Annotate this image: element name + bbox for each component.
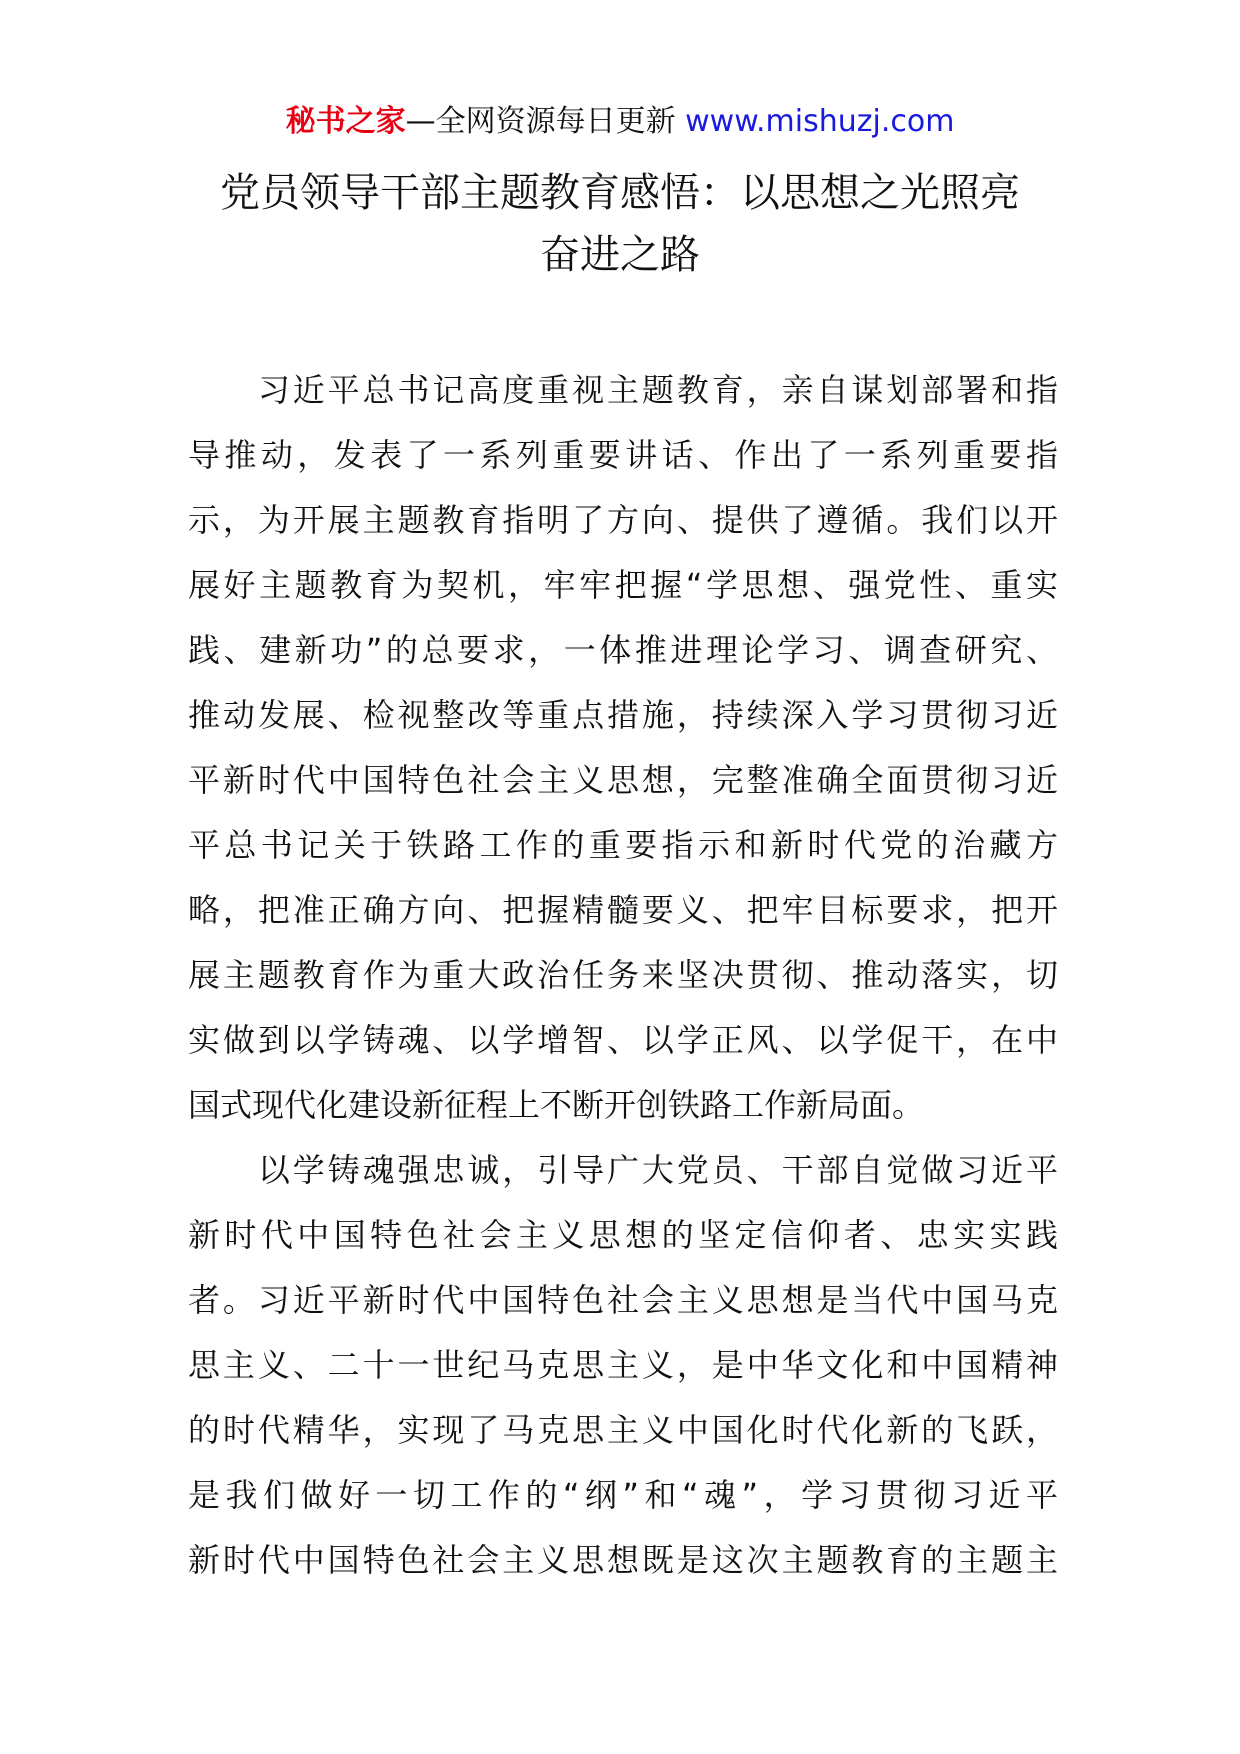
site-header <box>0 100 1240 144</box>
text-line: 新时代中国特色社会主义思想既是这次主题教育的主题主 <box>188 1541 1058 1579</box>
brand-name: 秘书之家 <box>285 104 406 139</box>
paragraph-1 <box>188 358 1058 1138</box>
text-line: 展主题教育作为重大政治任务来坚决贯彻、推动落实，切 <box>188 956 1058 994</box>
text-line: 实做到以学铸魂、以学增智、以学正风、以学促干，在中 <box>188 1021 1058 1059</box>
document-body <box>188 358 1058 1593</box>
text-line: 推动发展、检视整改等重点措施，持续深入学习贯彻习近 <box>188 696 1058 734</box>
text-line: 示，为开展主题教育指明了方向、提供了遵循。我们以开 <box>188 501 1058 539</box>
text-line: 思主义、二十一世纪马克思主义，是中华文化和中国精神 <box>188 1346 1058 1384</box>
text-line: 习近平总书记高度重视主题教育，亲自谋划部署和指 <box>188 371 1058 409</box>
header-tagline: —全网资源每日更新 <box>405 104 676 139</box>
text-line: 导推动，发表了一系列重要讲话、作出了一系列重要指 <box>188 436 1058 474</box>
text-line: 新时代中国特色社会主义思想的坚定信仰者、忠实实践 <box>188 1216 1058 1254</box>
text-line: 平总书记关于铁路工作的重要指示和新时代党的治藏方 <box>188 826 1058 864</box>
site-url-link[interactable]: www.mishuzj.com <box>685 104 955 139</box>
text-line: 者。习近平新时代中国特色社会主义思想是当代中国马克 <box>188 1281 1058 1319</box>
text-line: 以学铸魂强忠诚，引导广大党员、干部自觉做习近平 <box>188 1151 1058 1189</box>
text-line: 略，把准正确方向、把握精髓要义、把牢目标要求，把开 <box>188 891 1058 929</box>
text-line: 践、建新功”的总要求，一体推进理论学习、调查研究、 <box>188 631 1058 669</box>
text-line: 的时代精华，实现了马克思主义中国化时代化新的飞跃， <box>188 1411 1058 1449</box>
text-line: 国式现代化建设新征程上不断开创铁路工作新局面。 <box>188 1086 925 1124</box>
paragraph-2 <box>188 1138 1058 1593</box>
title-line-2: 奋进之路 <box>540 232 700 278</box>
document-title <box>160 162 1080 286</box>
text-line: 平新时代中国特色社会主义思想，完整准确全面贯彻习近 <box>188 761 1058 799</box>
title-line-1: 党员领导干部主题教育感悟：以思想之光照亮 <box>220 170 1020 216</box>
text-line: 展好主题教育为契机，牢牢把握“学思想、强党性、重实 <box>188 566 1058 604</box>
text-line: 是我们做好一切工作的“纲”和“魂”，学习贯彻习近平 <box>188 1476 1058 1514</box>
